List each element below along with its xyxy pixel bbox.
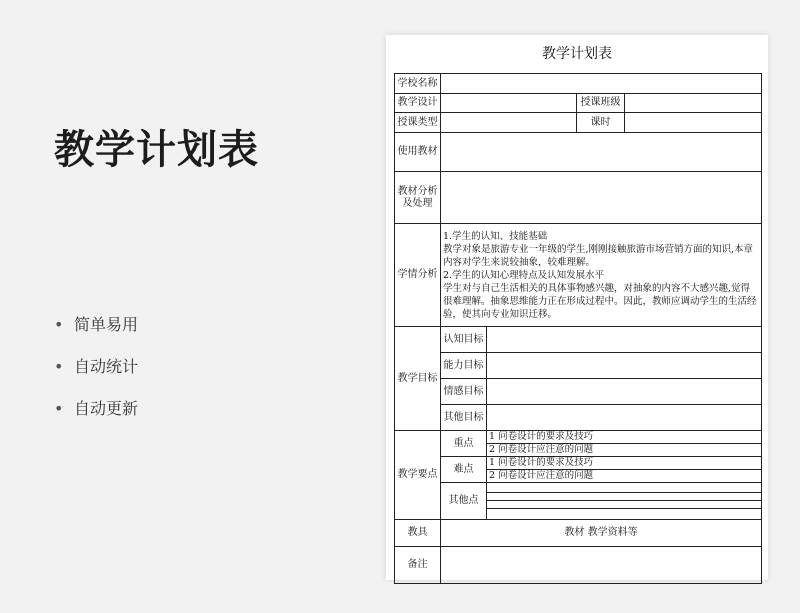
label-goal-ability: 能力目标 [441, 353, 487, 379]
table-row [395, 547, 762, 584]
bullet-icon: • [54, 399, 64, 418]
plan-table [394, 73, 762, 584]
table-row [395, 431, 762, 444]
bullet-icon: • [54, 357, 64, 376]
label-class: 授课班级 [577, 94, 625, 113]
value-goal-other[interactable] [487, 405, 762, 431]
table-row [395, 457, 762, 470]
feature-item [54, 312, 138, 354]
situation-line: 学生对与自己生活相关的具体事物感兴趣，对抽象的内容不大感兴趣,觉得很难理解。抽象思维能力正在形成过程中。因此，教师应调动学生的生活经验，使其向专业知识迁移。 [443, 282, 757, 320]
value-material[interactable] [441, 133, 762, 172]
value-school[interactable] [441, 74, 762, 94]
table-row [395, 405, 762, 431]
value-material-analysis[interactable] [441, 172, 762, 224]
label-goal-other: 其他目标 [441, 405, 487, 431]
value-situation [441, 224, 762, 327]
table-row [395, 353, 762, 379]
other-item[interactable] [487, 501, 762, 509]
feature-label: 简单易用 [74, 315, 139, 334]
label-difficult: 难点 [441, 457, 487, 483]
value-period[interactable] [625, 113, 762, 133]
label-situation: 学情分析 [395, 224, 441, 327]
value-goal-emotion[interactable] [487, 379, 762, 405]
value-type[interactable] [441, 113, 577, 133]
table-row [395, 133, 762, 172]
label-tools: 教具 [395, 520, 441, 547]
bullet-icon: • [54, 315, 64, 334]
key-item: 1 问卷设计的要求及技巧 [487, 431, 762, 444]
label-goal-emotion: 情感目标 [441, 379, 487, 405]
label-keypoints: 教学要点 [395, 431, 441, 520]
label-other: 其他点 [441, 483, 487, 520]
label-design: 教学设计 [395, 94, 441, 113]
document-title: 教学计划表 [542, 46, 612, 62]
hero-title: 教学计划表 [54, 127, 259, 173]
value-class[interactable] [625, 94, 762, 113]
document-preview [386, 35, 768, 580]
feature-item [54, 354, 138, 396]
situation-line: 教学对象是旅游专业一年级的学生,刚刚接触旅游市场营销方面的知识,本章内容对学生来说较抽象，较难理解。 [443, 243, 754, 268]
difficult-item: 2 问卷设计应注意的问题 [487, 470, 762, 483]
table-row [395, 74, 762, 94]
table-row [395, 520, 762, 547]
label-period: 课时 [577, 113, 625, 133]
feature-label: 自动更新 [74, 399, 139, 418]
table-row [395, 94, 762, 113]
table-row [395, 172, 762, 224]
value-tools: 教材 教学资料等 [441, 520, 762, 547]
value-design[interactable] [441, 94, 577, 113]
difficult-item: 1 问卷设计的要求及技巧 [487, 457, 762, 470]
table-row [395, 113, 762, 133]
label-school: 学校名称 [395, 74, 441, 94]
key-item: 2 问卷设计应注意的问题 [487, 444, 762, 457]
other-item[interactable] [487, 493, 762, 501]
other-item[interactable] [487, 483, 762, 493]
situation-line: 1.学生的认知、技能基础 [443, 230, 548, 242]
label-type: 授课类型 [395, 113, 441, 133]
value-goal-cognitive[interactable] [487, 327, 762, 353]
situation-line: 2.学生的认知心理特点及认知发展水平 [443, 269, 605, 281]
feature-item [54, 396, 138, 438]
label-material-analysis: 教材分析及处理 [395, 172, 441, 224]
feature-list [54, 312, 138, 438]
label-key: 重点 [441, 431, 487, 457]
table-row [395, 224, 762, 327]
table-row [395, 483, 762, 493]
other-item[interactable] [487, 509, 762, 520]
label-goals: 教学目标 [395, 327, 441, 431]
table-row [395, 379, 762, 405]
label-remarks: 备注 [395, 547, 441, 584]
table-row [395, 327, 762, 353]
value-goal-ability[interactable] [487, 353, 762, 379]
value-remarks[interactable] [441, 547, 762, 584]
label-goal-cognitive: 认知目标 [441, 327, 487, 353]
feature-label: 自动统计 [74, 357, 139, 376]
label-material: 使用教材 [395, 133, 441, 172]
